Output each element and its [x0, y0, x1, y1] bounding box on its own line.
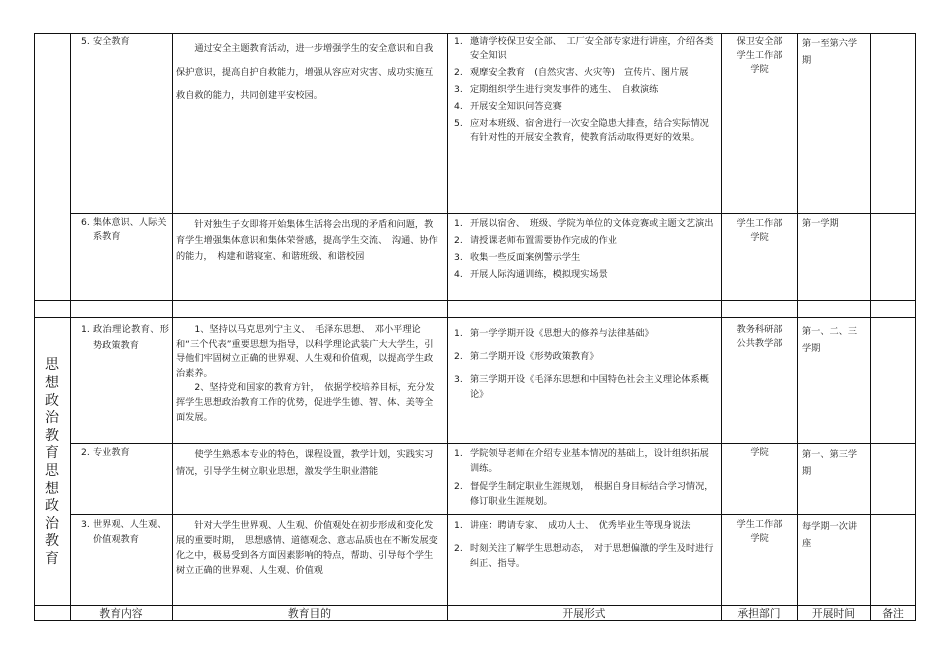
category-char: 治	[45, 515, 59, 532]
time-text: 第一至第六学期	[802, 38, 858, 66]
time-cell	[802, 217, 866, 297]
form-item: 1. 第一学学期开设《思想大的修养与法律基础》	[454, 328, 654, 339]
purpose-text: 针对独生子女即将开始集体生活将会出现的矛盾和问题，教育学生增强集体意识和集体荣誉感，提高学生交流、 沟通、协作的能力， 构建和谐寝室、和谐班级、和谐校园	[176, 219, 438, 262]
content-cell	[70, 320, 172, 442]
plan-document	[34, 33, 916, 621]
item-title: 集体意识、人际关系教育	[93, 217, 167, 242]
header-forms: 开展形式	[562, 607, 606, 620]
dept-cell	[722, 323, 797, 441]
category-char: 教	[45, 533, 59, 550]
header-dept: 承担部门	[737, 607, 781, 620]
content-cell	[70, 444, 172, 514]
purpose-cell	[176, 217, 438, 299]
category-char: 想	[45, 480, 59, 497]
dept-name: 学生工作部	[736, 50, 783, 61]
content-cell	[70, 214, 172, 300]
dept-name: 学生工作部	[736, 218, 783, 229]
purpose-cell	[176, 37, 440, 209]
form-item: 2. 第二学期开设《形势政策教育》	[454, 351, 599, 362]
purpose-cell	[176, 518, 442, 606]
purpose-text: 使学生熟悉本专业的特色，课程设置，教学计划，实践实习情况，引导学生树立职业思想，激发学生职业潜能	[176, 449, 434, 477]
form-item: 3. 定期组织学生进行突发事件的逃生、 自救演练	[454, 84, 659, 95]
dept-cell	[722, 446, 797, 512]
header-notes: 备注	[882, 607, 904, 620]
form-item: 1. 讲座：聘请专家、 成功人士、 优秀毕业生等现身说法	[454, 520, 691, 531]
forms-cell	[450, 326, 718, 443]
item-number: 1.	[81, 324, 90, 335]
form-item: 4. 开展人际沟通训练，模拟现实场景	[454, 269, 608, 280]
content-cell	[70, 515, 172, 605]
category-char: 想	[45, 375, 59, 392]
form-item: 2. 督促学生制定职业生涯规划， 根据自身目标结合学习情况，修订职业生涯规划。	[454, 481, 714, 507]
dept-name: 公共教学部	[736, 338, 783, 349]
time-text: 第一、第三学期	[802, 449, 858, 477]
purpose-text: 2、坚持党和国家的教育方针， 依据学校培养目标，充分发挥学生思想政治教育工作的优势，促进学生德、智、体、美等全面发展。	[176, 382, 435, 423]
category-char: 思	[45, 463, 59, 479]
forms-cell	[450, 446, 718, 514]
forms-cell	[450, 217, 718, 300]
header-time: 开展时间	[811, 607, 856, 620]
item-number: 6.	[81, 217, 90, 228]
category-char: 治	[45, 410, 59, 427]
form-item: 2. 观摩安全教育 (自然灾害、火灾等) 宣传片、图片展	[454, 67, 689, 78]
dept-name: 教务科研部	[736, 324, 783, 335]
content-item	[81, 216, 169, 244]
header-purpose: 教育目的	[287, 607, 332, 620]
form-item: 2. 时刻关注了解学生思想动态， 对于思想偏激的学生及时进行纠正、指导。	[454, 543, 714, 569]
dept-cell	[722, 217, 797, 297]
forms-cell	[450, 518, 718, 605]
dept-cell	[722, 35, 797, 211]
item-number: 2.	[81, 447, 90, 458]
content-item	[81, 446, 169, 460]
dept-name: 保卫安全部	[736, 36, 783, 47]
time-text: 每学期一次讲座	[802, 521, 858, 549]
time-text: 第一、二、三学期	[802, 326, 858, 354]
form-item: 3. 收集一些反面案例警示学生	[454, 252, 581, 263]
item-title: 世界观、人生观、价值观教育	[93, 519, 167, 545]
time-cell	[802, 446, 866, 512]
header-content: 教育内容	[99, 607, 143, 620]
dept-name: 学院	[750, 232, 769, 243]
category-char: 教	[45, 427, 59, 444]
dept-name: 学院	[750, 533, 769, 544]
category-char: 政	[45, 392, 59, 409]
form-item: 3. 第三学期开设《毛泽东思想和中国特色社会主义理论体系概论》	[454, 374, 709, 400]
item-title: 专业教育	[93, 447, 130, 458]
purpose-text: 1、坚持以马克思列宁主义、 毛泽东思想、 邓小平理论和“三个代表”重要思想为指导，以科学理论武装广大大学生，引导他们牢固树立正确的世界观、人生观和价值观，以提高学生政治素养。	[176, 324, 434, 379]
purpose-cell	[176, 323, 442, 443]
item-title: 安全教育	[93, 36, 130, 47]
category-char: 思	[45, 357, 59, 374]
item-number: 5.	[81, 36, 90, 47]
dept-name: 学院	[750, 447, 769, 458]
time-text: 第一学期	[802, 218, 839, 229]
dept-name: 学生工作部	[736, 519, 783, 530]
category-char: 政	[45, 498, 59, 515]
form-item: 4. 开展安全知识问答竞赛	[454, 101, 562, 112]
forms-cell	[450, 35, 718, 213]
purpose-cell	[176, 446, 440, 514]
time-cell	[802, 323, 866, 441]
purpose-text: 通过安全主题教育活动，进一步增强学生的安全意识和自我保护意识，提高自护自救能力，增强从容应对灾害、成功实施互救自救的能力，共同创建平安校园。	[176, 43, 434, 101]
dept-cell	[722, 518, 797, 603]
purpose-text: 针对大学生世界观、人生观、价值观处在初步形成和变化发展的重要时期， 思想感情、道德观念、意志品质也在不断发展变化之中，极易受到各方面因素影响的特点，帮助、引导每个学生树立正确的世界观、人生观、价值观	[176, 520, 438, 576]
category-char: 育	[45, 550, 59, 567]
content-item	[81, 35, 169, 49]
content-item	[81, 322, 169, 354]
category-char: 育	[45, 445, 59, 462]
form-item: 1. 开展以宿舍、 班级、学院为单位的文体竞赛或主题文艺演出	[454, 218, 714, 229]
form-item: 2. 请授课老师布置需要协作完成的作业	[454, 235, 617, 246]
content-item	[81, 517, 169, 547]
time-cell	[802, 518, 866, 603]
form-item: 1. 学院领导老师在介绍专业基本情况的基础上，设计组织拓展训练。	[454, 448, 709, 474]
item-title: 政治理论教育、形势政策教育	[93, 324, 169, 351]
category-label	[34, 318, 70, 608]
dept-name: 学院	[750, 64, 769, 75]
form-item: 5. 应对本班级、宿舍进行一次安全隐患大排查，结合实际情况有针对性的开展安全教育，使教育活动取得更好的效果。	[454, 118, 709, 143]
content-cell	[70, 33, 172, 213]
form-item: 1. 邀请学校保卫安全部、 工厂安全部专家进行讲座，介绍各类安全知识	[454, 36, 714, 61]
item-number: 3.	[81, 519, 90, 530]
time-cell	[802, 35, 866, 211]
